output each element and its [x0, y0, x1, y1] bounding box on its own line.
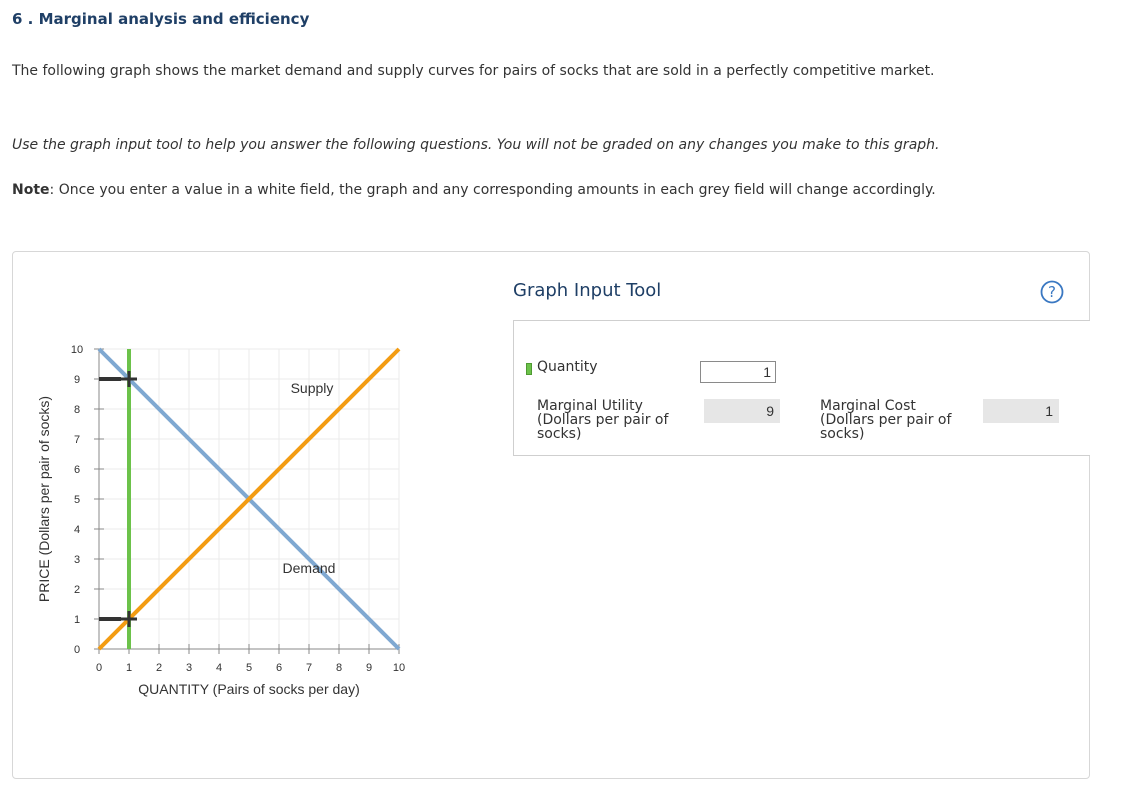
instruction-text: Use the graph input tool to help you answer the following questions. You will not be graded on any changes you make to this graph.	[12, 137, 940, 153]
marginal-cost-value: 1	[983, 399, 1059, 423]
x-axis-label: QUANTITY (Pairs of socks per day)	[138, 681, 360, 697]
mu-label-line-1: Marginal Utility	[537, 398, 643, 414]
mc-label-line-3: socks)	[820, 426, 865, 442]
graph-input-tool-title: Graph Input Tool	[513, 280, 662, 301]
intro-text: The following graph shows the market demand and supply curves for pairs of socks that are sold in a perfectly competitive market.	[12, 63, 935, 79]
x-tick-label: 1	[125, 662, 133, 674]
x-tick-label: 3	[185, 662, 193, 674]
quantity-input[interactable]	[700, 361, 776, 383]
quantity-label: Quantity	[537, 359, 598, 375]
help-icon[interactable]	[1040, 280, 1064, 304]
x-tick-label: 9	[365, 662, 373, 674]
demand-label: Demand	[282, 560, 336, 576]
note-text	[12, 182, 936, 198]
y-tick-label: 4	[73, 524, 81, 536]
y-tick-label: 7	[73, 434, 81, 446]
x-tick-label: 2	[155, 662, 163, 674]
x-tick-label: 0	[95, 662, 103, 674]
y-tick-label: 2	[73, 584, 81, 596]
marginal-cost-marker	[99, 611, 137, 627]
supply-demand-graph[interactable]	[13, 252, 513, 778]
supply-label: Supply	[290, 380, 334, 396]
x-tick-label: 10	[392, 662, 406, 674]
y-tick-label: 3	[73, 554, 81, 566]
y-tick-label: 1	[73, 614, 81, 626]
note-body: : Once you enter a value in a white field, the graph and any corresponding amounts in each grey field will change accordingly.	[49, 182, 936, 198]
x-tick-label: 7	[305, 662, 313, 674]
x-tick-label: 8	[335, 662, 343, 674]
marginal-cost-label	[820, 399, 951, 441]
y-tick-label: 5	[73, 494, 81, 506]
marginal-utility-marker	[99, 371, 137, 387]
graph-panel	[12, 251, 1090, 779]
y-tick-label: 10	[70, 344, 84, 356]
marginal-utility-value: 9	[704, 399, 780, 423]
y-axis-label: PRICE (Dollars per pair of socks)	[36, 395, 52, 603]
help-symbol: ?	[1048, 283, 1056, 301]
x-tick-label: 5	[245, 662, 253, 674]
y-tick-label: 6	[73, 464, 81, 476]
mu-label-line-2: (Dollars per pair of	[537, 412, 669, 428]
mc-label-line-2: (Dollars per pair of	[820, 412, 952, 428]
quantity-swatch-icon	[526, 363, 532, 375]
page-title: 6 . Marginal analysis and efficiency	[12, 10, 310, 28]
mu-label-line-3: socks)	[537, 426, 582, 442]
y-tick-label: 0	[73, 644, 81, 656]
x-tick-label: 4	[215, 662, 223, 674]
x-tick-label: 6	[275, 662, 283, 674]
note-label: Note	[12, 182, 50, 198]
y-tick-label: 9	[73, 374, 81, 386]
marginal-utility-label	[537, 399, 668, 441]
mc-label-line-1: Marginal Cost	[820, 398, 916, 414]
graph-input-tool-box	[513, 320, 1090, 456]
y-tick-label: 8	[73, 404, 81, 416]
